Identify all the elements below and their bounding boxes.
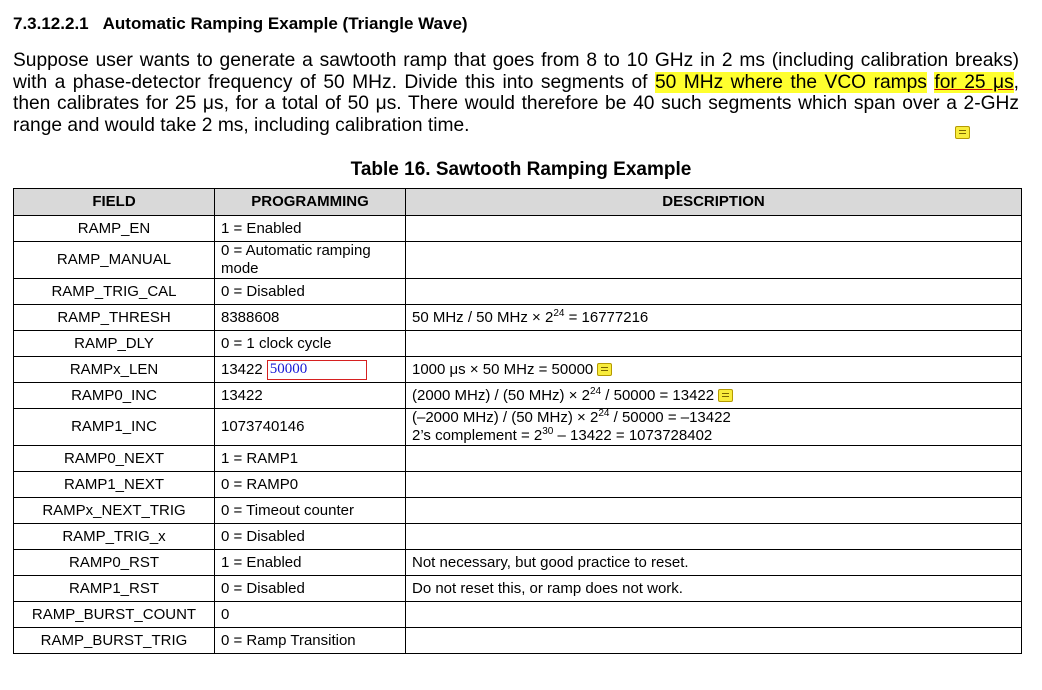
highlight-annotation-2[interactable]: for 25 μs <box>934 71 1014 93</box>
field-cell: RAMP1_INC <box>14 409 215 446</box>
formula-exponent: 30 <box>542 426 554 437</box>
table-row <box>14 216 1022 242</box>
field-cell: RAMP_BURST_COUNT <box>14 602 215 628</box>
section-number: 7.3.12.2.1 <box>13 14 89 33</box>
description-cell <box>406 383 1022 409</box>
table-row <box>14 498 1022 524</box>
table-row <box>14 576 1022 602</box>
description-cell <box>406 524 1022 550</box>
field-cell: RAMP_TRIG_x <box>14 524 215 550</box>
programming-cell: 0 = 1 clock cycle <box>215 331 406 357</box>
table-row <box>14 409 1022 446</box>
programming-cell: 8388608 <box>215 305 406 331</box>
programming-cell: 1 = Enabled <box>215 550 406 576</box>
paragraph-text-1: Suppose user wants to generate a sawtooth ramp that goes from 8 to 10 GHz in 2 ms (including calibration breaks) with a phase-detector frequency of 50 MHz. Divide this into segments of <box>13 50 1019 93</box>
programming-cell: 0 = Automatic ramping mode <box>215 242 406 279</box>
programming-cell: 0 <box>215 602 406 628</box>
formula-text: (–2000 MHz) / (50 MHz) × 2 <box>412 409 599 426</box>
programming-cell: 0 = Disabled <box>215 524 406 550</box>
programming-value: 13422 <box>221 360 263 378</box>
programming-cell: 0 = Disabled <box>215 279 406 305</box>
table-row <box>14 472 1022 498</box>
programming-cell: 1073740146 <box>215 409 406 446</box>
table-row <box>14 279 1022 305</box>
table-header-row <box>14 189 1022 216</box>
programming-cell: 1 = Enabled <box>215 216 406 242</box>
sticky-note-icon[interactable] <box>955 126 970 139</box>
header-field: FIELD <box>14 189 215 216</box>
description-cell <box>406 216 1022 242</box>
table-row <box>14 628 1022 654</box>
field-cell: RAMP0_NEXT <box>14 446 215 472</box>
description-text: 1000 μs × 50 MHz = 50000 <box>412 360 594 378</box>
field-cell: RAMP_EN <box>14 216 215 242</box>
field-cell: RAMP1_RST <box>14 576 215 602</box>
programming-cell <box>215 357 406 383</box>
formula-text: = 16777216 <box>564 308 649 326</box>
formula-exponent: 24 <box>553 307 565 319</box>
programming-cell: 13422 <box>215 383 406 409</box>
sticky-note-icon[interactable] <box>718 389 733 402</box>
highlight-annotation-1[interactable]: 50 MHz where the VCO ramps <box>654 71 927 93</box>
field-cell: RAMP_BURST_TRIG <box>14 628 215 654</box>
programming-cell: 0 = Ramp Transition <box>215 628 406 654</box>
field-cell: RAMPx_LEN <box>14 357 215 383</box>
field-cell: RAMP_THRESH <box>14 305 215 331</box>
formula-text: / 50000 = 13422 <box>601 386 715 404</box>
description-cell <box>406 602 1022 628</box>
header-description: DESCRIPTION <box>406 189 1022 216</box>
table-row <box>14 357 1022 383</box>
table-row <box>14 331 1022 357</box>
formula-text: (2000 MHz) / (50 MHz) × 2 <box>412 386 590 404</box>
description-cell <box>406 472 1022 498</box>
field-cell: RAMP0_INC <box>14 383 215 409</box>
field-cell: RAMP0_RST <box>14 550 215 576</box>
formula-text: 50 MHz / 50 MHz × 2 <box>412 308 554 326</box>
description-cell <box>406 628 1022 654</box>
programming-cell: 0 = RAMP0 <box>215 472 406 498</box>
table-row <box>14 550 1022 576</box>
description-cell <box>406 279 1022 305</box>
formula-text: – 13422 = 1073728402 <box>553 427 713 444</box>
table-caption: Table 16. Sawtooth Ramping Example <box>350 159 692 180</box>
field-cell: RAMP1_NEXT <box>14 472 215 498</box>
description-cell <box>406 305 1022 331</box>
programming-cell: 0 = Disabled <box>215 576 406 602</box>
description-cell <box>406 498 1022 524</box>
field-cell: RAMP_MANUAL <box>14 242 215 279</box>
table-row <box>14 305 1022 331</box>
programming-cell: 1 = RAMP1 <box>215 446 406 472</box>
description-cell <box>406 446 1022 472</box>
sticky-note-icon[interactable] <box>597 363 612 376</box>
formula-line-2 <box>412 427 1015 445</box>
section-title: Automatic Ramping Example (Triangle Wave) <box>102 14 468 33</box>
table-row <box>14 602 1022 628</box>
formula-exponent: 24 <box>598 408 610 419</box>
formula-text: / 50000 = –13422 <box>609 409 731 426</box>
table-row <box>14 524 1022 550</box>
description-cell: Do not reset this, or ramp does not work. <box>406 576 1022 602</box>
description-cell <box>406 331 1022 357</box>
textbox-annotation[interactable]: 50000 <box>267 360 367 380</box>
programming-cell: 0 = Timeout counter <box>215 498 406 524</box>
description-cell <box>406 357 1022 383</box>
field-cell: RAMP_TRIG_CAL <box>14 279 215 305</box>
description-cell: Not necessary, but good practice to reset. <box>406 550 1022 576</box>
header-programming: PROGRAMMING <box>215 189 406 216</box>
field-cell: RAMP_DLY <box>14 331 215 357</box>
field-cell: RAMPx_NEXT_TRIG <box>14 498 215 524</box>
paragraph-text-2: , then calibrates for 25 μs, for a total of 50 μs. There would therefore be 40 such segments which span over a 2-GHz range and would take 2 ms, including calibration time. <box>13 71 1020 136</box>
formula-text: 2’s complement = 2 <box>412 427 543 444</box>
table-row <box>14 446 1022 472</box>
intro-paragraph <box>13 50 1019 136</box>
ramping-table <box>13 188 1022 654</box>
description-cell <box>406 409 1022 446</box>
description-cell <box>406 242 1022 279</box>
formula-exponent: 24 <box>589 385 602 397</box>
table-row <box>14 383 1022 409</box>
section-heading <box>13 14 468 34</box>
formula-line-1 <box>412 409 1015 427</box>
table-row <box>14 242 1022 279</box>
